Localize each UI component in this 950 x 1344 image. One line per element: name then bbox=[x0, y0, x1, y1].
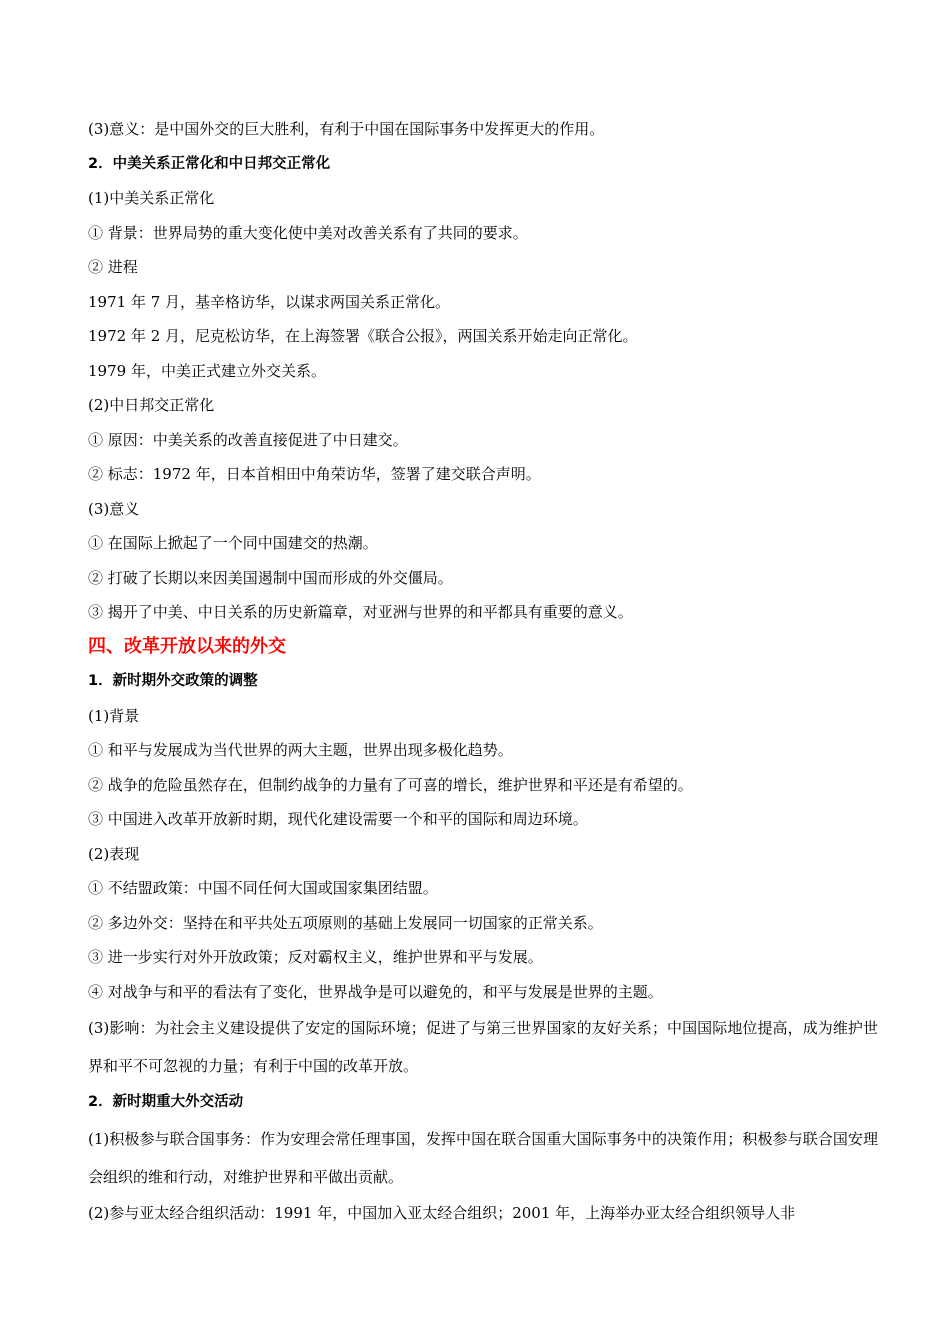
paragraph: ② 多边外交：坚持在和平共处五项原则的基础上发展同一切国家的正常关系。 bbox=[88, 913, 603, 932]
paragraph: ③ 揭开了中美、中日关系的历史新篇章，对亚洲与世界的和平都具有重要的意义。 bbox=[88, 603, 633, 621]
paragraph: (1)积极参与联合国事务：作为安理会常任理事国，发挥中国在联合国重大国际事务中的决策作用；积极参与联合国安理会组织的维和行动，对维护世界和平做出贡献。 bbox=[88, 1129, 878, 1186]
paragraph: (1)中美关系正常化 bbox=[88, 189, 215, 207]
paragraph: ① 原因：中美关系的改善直接促进了中日建交。 bbox=[88, 430, 408, 449]
paragraph: ② 战争的危险虽然存在，但制约战争的力量有了可喜的增长，维护世界和平还是有希望的。 bbox=[88, 775, 693, 794]
paragraph: (2)表现 bbox=[88, 844, 140, 863]
subheading: 2．中美关系正常化和中日邦交正常化 bbox=[88, 155, 331, 172]
paragraph: (3)意义：是中国外交的巨大胜利，有利于中国在国际事务中发挥更大的作用。 bbox=[88, 120, 605, 138]
document-body bbox=[88, 112, 878, 1230]
subheading: 1．新时期外交政策的调整 bbox=[88, 673, 258, 689]
subheading: 2．新时期重大外交活动 bbox=[88, 1094, 244, 1110]
paragraph: ② 标志：1972 年，日本首相田中角荣访华，签署了建交联合声明。 bbox=[88, 465, 541, 483]
paragraph: ③ 进一步实行对外开放政策；反对霸权主义，维护世界和平与发展。 bbox=[88, 948, 543, 966]
paragraph: ① 和平与发展成为当代世界的两大主题，世界出现多极化趋势。 bbox=[88, 741, 513, 759]
paragraph: (3)意义 bbox=[88, 499, 140, 518]
paragraph: 1972 年 2 月，尼克松访华，在上海签署《联合公报》，两国关系开始走向正常化。 bbox=[88, 327, 638, 345]
section-heading: 四、改革开放以来的外交 bbox=[88, 635, 286, 657]
paragraph: (1)背景 bbox=[88, 706, 140, 725]
paragraph: ① 不结盟政策：中国不同任何大国或国家集团结盟。 bbox=[88, 879, 438, 897]
paragraph: 1971 年 7 月，基辛格访华，以谋求两国关系正常化。 bbox=[88, 292, 451, 311]
paragraph: (3)影响：为社会主义建设提供了安定的国际环境；促进了与第三世界国家的友好关系；中国国际地位提高，成为维护世界和平不可忽视的力量；有利于中国的改革开放。 bbox=[88, 1019, 878, 1075]
paragraph: ① 背景：世界局势的重大变化使中美对改善关系有了共同的要求。 bbox=[88, 223, 528, 242]
paragraph: 1979 年，中美正式建立外交关系。 bbox=[88, 361, 326, 380]
paragraph: ② 打破了长期以来因美国遏制中国而形成的外交僵局。 bbox=[88, 568, 453, 587]
paragraph: ④ 对战争与和平的看法有了变化，世界战争是可以避免的，和平与发展是世界的主题。 bbox=[88, 982, 663, 1001]
paragraph: ③ 中国进入改革开放新时期，现代化建设需要一个和平的国际和周边环境。 bbox=[88, 810, 588, 828]
paragraph: (2)中日邦交正常化 bbox=[88, 396, 215, 414]
paragraph: (2)参与亚太经合组织活动：1991 年，中国加入亚太经合组织；2001 年，上海举办亚太经合组织领导人非 bbox=[88, 1203, 796, 1222]
paragraph: ② 进程 bbox=[88, 258, 138, 276]
paragraph: ① 在国际上掀起了一个同中国建交的热潮。 bbox=[88, 534, 378, 552]
